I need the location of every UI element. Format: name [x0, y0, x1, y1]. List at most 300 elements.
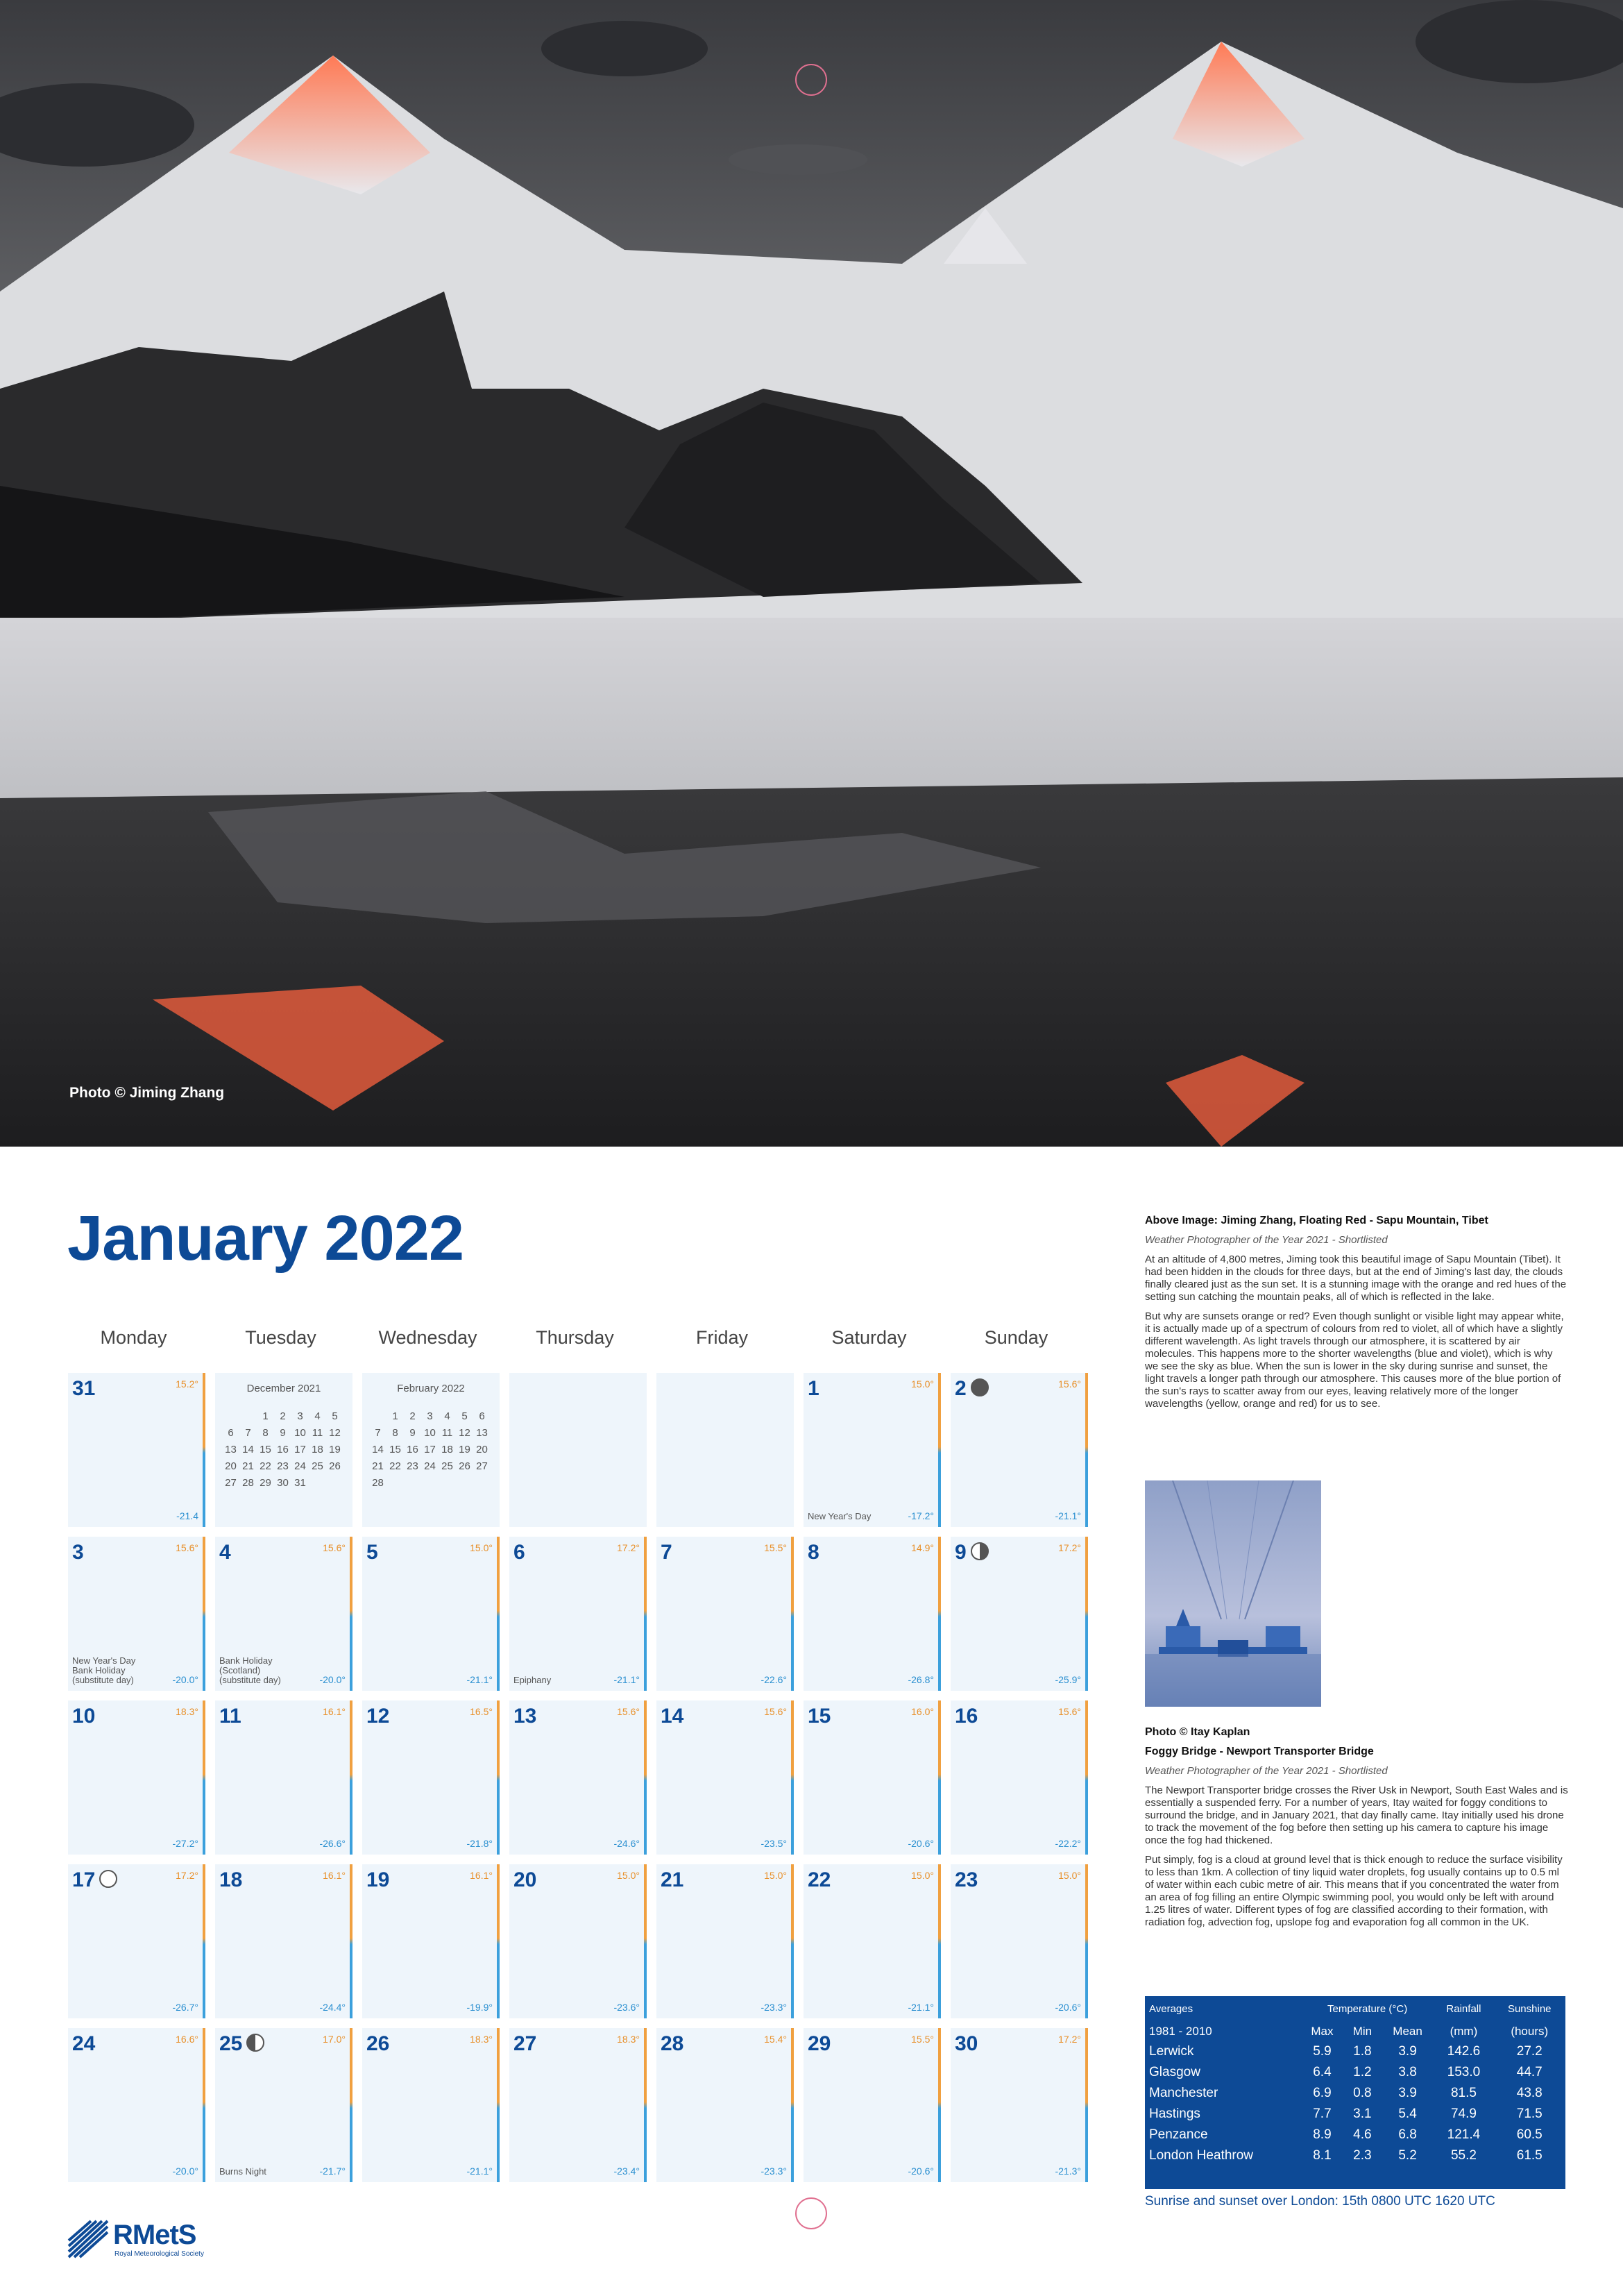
mini-calendar-date: 18 — [312, 1443, 323, 1455]
mini-calendar-date: 4 — [314, 1410, 321, 1422]
day-number-text: 29 — [808, 2032, 831, 2055]
mini-calendar-date: 27 — [476, 1460, 488, 1472]
day-cell[interactable] — [656, 1537, 794, 1691]
max-temperature: 15.5° — [764, 1542, 787, 1553]
day-number-text: 24 — [72, 2032, 96, 2055]
day-cell[interactable] — [68, 1537, 205, 1691]
averages-label: Averages — [1149, 2003, 1193, 2015]
max-temperature: 16.6° — [176, 2034, 198, 2045]
mini-calendar-date: 15 — [389, 1443, 401, 1455]
day-cell[interactable] — [215, 1864, 352, 2018]
min-temperature: -17.2° — [908, 1510, 934, 1521]
mean-value: 5.2 — [1398, 2148, 1417, 2163]
min-temperature: -23.6° — [613, 2002, 640, 2013]
rainfall-header: Rainfall — [1446, 2003, 1481, 2015]
weekday-wednesday: Wednesday — [378, 1327, 477, 1348]
day-number-text: 5 — [366, 1541, 378, 1564]
sunshine-value: 60.5 — [1516, 2127, 1543, 2142]
max-temperature: 15.6° — [1058, 1706, 1081, 1717]
day-cell[interactable] — [656, 1700, 794, 1855]
day-cell[interactable] — [362, 1700, 500, 1855]
temperature-bar — [203, 1537, 205, 1691]
mini-calendar-date: 20 — [225, 1460, 237, 1472]
sunrise-sunset-note: Sunrise and sunset over London: 15th 0800 UTC 1620 UTC — [1145, 2194, 1495, 2209]
day-number-text: 4 — [219, 1541, 231, 1564]
binding-hole-icon — [795, 64, 827, 96]
mini-calendar-date: 28 — [242, 1476, 254, 1489]
article-heading-2: Foggy Bridge - Newport Transporter Bridge — [1145, 1746, 1374, 1757]
weekday-header — [62, 1327, 1089, 1362]
max-temperature: 16.1° — [470, 1870, 493, 1881]
logo-wordmark: RMetS — [113, 2220, 196, 2250]
day-number-text: 26 — [366, 2032, 390, 2055]
day-number-text: 17 — [72, 1868, 96, 1891]
min-value: 1.8 — [1353, 2044, 1372, 2059]
mini-calendar-date: 10 — [424, 1426, 436, 1439]
mini-calendar-date — [326, 1474, 343, 1491]
min-temperature: -25.9° — [1055, 1674, 1081, 1685]
mini-calendar-date: 16 — [407, 1443, 418, 1455]
weekday-tuesday: Tuesday — [245, 1327, 316, 1348]
day-cell[interactable] — [656, 1864, 794, 2018]
sunshine-value: 61.5 — [1516, 2148, 1543, 2163]
day-number — [808, 1868, 831, 1892]
sunshine-value: 27.2 — [1516, 2044, 1543, 2059]
day-cell[interactable] — [68, 1864, 205, 2018]
min-value: 0.8 — [1353, 2086, 1372, 2100]
sunshine-value: 44.7 — [1516, 2065, 1543, 2079]
day-number-text: 2 — [955, 1377, 967, 1400]
temperature-bar — [644, 1864, 647, 2018]
mini-calendar-date: 3 — [427, 1410, 433, 1422]
max-temperature: 15.6° — [323, 1542, 346, 1553]
mini-calendar-date: 25 — [312, 1460, 323, 1472]
max-temperature: 17.2° — [1058, 1542, 1081, 1553]
max-temperature: 16.0° — [911, 1706, 934, 1717]
day-number — [219, 1541, 231, 1564]
max-temperature: 18.3° — [617, 2034, 640, 2045]
min-temperature: -26.6° — [319, 1838, 346, 1849]
bridge-photo — [1145, 1480, 1321, 1707]
mean-value: 5.4 — [1398, 2107, 1417, 2121]
day-number-text: 20 — [513, 1868, 537, 1891]
rainfall-value: 153.0 — [1447, 2065, 1481, 2079]
temperature-bar — [938, 1537, 941, 1691]
table-row — [1145, 2041, 1565, 2062]
col-max: Max — [1311, 2025, 1334, 2038]
mini-calendar-date: 17 — [294, 1443, 306, 1455]
max-value: 6.4 — [1313, 2065, 1332, 2079]
day-number — [219, 1705, 241, 1728]
day-number-text: 9 — [955, 1541, 967, 1564]
temperature-bar — [497, 1700, 500, 1855]
mini-calendar-date: 7 — [375, 1426, 381, 1439]
min-temperature: -21.1° — [613, 1674, 640, 1685]
mini-calendar-date — [239, 1408, 257, 1424]
max-value: 8.1 — [1313, 2148, 1332, 2163]
min-temperature: -27.2° — [172, 1838, 198, 1849]
day-number-text: 16 — [955, 1705, 978, 1728]
mini-calendar-date: 25 — [441, 1460, 453, 1472]
temperature-bar — [791, 1700, 794, 1855]
day-cell[interactable] — [362, 2028, 500, 2182]
hero-photo — [0, 0, 1623, 1147]
mini-calendar-date: 14 — [242, 1443, 254, 1455]
mini-calendar-date: 26 — [459, 1460, 470, 1472]
day-number-text: 19 — [366, 1868, 390, 1891]
mini-calendar-date: 12 — [329, 1426, 341, 1439]
day-cell[interactable] — [215, 2028, 352, 2182]
rainfall-value: 81.5 — [1450, 2086, 1477, 2100]
day-note: Bank Holiday (Scotland) (substitute day) — [219, 1655, 281, 1685]
temperature-bar — [644, 1700, 647, 1855]
table-row — [1145, 2145, 1565, 2166]
min-temperature: -24.4° — [319, 2002, 346, 2013]
min-temperature: -20.0° — [319, 1674, 346, 1685]
weekday-thursday: Thursday — [536, 1327, 614, 1348]
station-name: Penzance — [1149, 2127, 1208, 2142]
min-value: 2.3 — [1353, 2148, 1372, 2163]
day-number — [513, 1541, 525, 1564]
mean-value: 3.8 — [1398, 2065, 1417, 2079]
temperature-bar — [938, 1700, 941, 1855]
day-number — [72, 2032, 95, 2056]
max-value: 8.9 — [1313, 2127, 1332, 2142]
min-temperature: -26.8° — [908, 1674, 934, 1685]
day-cell[interactable] — [509, 2028, 647, 2182]
temperature-bar — [938, 1864, 941, 2018]
article-heading: Above Image: Jiming Zhang, Floating Red - Sapu Mountain, Tibet — [1145, 1215, 1488, 1226]
day-number-text: 10 — [72, 1705, 96, 1728]
min-temperature: -19.9° — [466, 2002, 493, 2013]
mini-calendar-date: 9 — [280, 1426, 286, 1439]
station-name: London Heathrow — [1149, 2148, 1253, 2163]
min-temperature: -21.8° — [466, 1838, 493, 1849]
day-cell[interactable] — [804, 2028, 941, 2182]
mini-calendar-date: 16 — [277, 1443, 289, 1455]
month-title: January 2022 — [67, 1203, 464, 1274]
max-temperature: 16.1° — [323, 1870, 346, 1881]
sunshine-header: Sunshine — [1507, 2003, 1552, 2015]
weekday-friday: Friday — [695, 1327, 748, 1348]
day-number — [366, 1705, 389, 1728]
day-number-text: 12 — [366, 1705, 390, 1728]
mini-calendar-date: 1 — [392, 1410, 398, 1422]
day-cell[interactable] — [951, 2028, 1088, 2182]
temperature-bar — [203, 1700, 205, 1855]
mini-calendar-date — [369, 1408, 386, 1424]
mini-calendar-date — [473, 1474, 491, 1491]
day-number-text: 7 — [661, 1541, 672, 1564]
mini-calendar-date: 17 — [424, 1443, 436, 1455]
col-min: Min — [1352, 2025, 1373, 2038]
article-subheading-2: Weather Photographer of the Year 2021 - Shortlisted — [1145, 1765, 1388, 1777]
min-temperature: -22.2° — [1055, 1838, 1081, 1849]
binding-hole-icon — [795, 2197, 827, 2229]
mini-calendar-date: 12 — [459, 1426, 470, 1439]
col-hours: (hours) — [1511, 2025, 1549, 2038]
table-row — [1145, 2083, 1565, 2104]
article-subheading: Weather Photographer of the Year 2021 - Shortlisted — [1145, 1234, 1388, 1246]
mini-calendar-date: 22 — [389, 1460, 401, 1472]
day-number — [72, 1541, 84, 1564]
min-temperature: -23.3° — [760, 2002, 787, 2013]
max-value: 5.9 — [1313, 2044, 1332, 2059]
max-value: 7.7 — [1313, 2107, 1332, 2121]
empty-cell — [509, 1373, 647, 1527]
mini-calendar-date: 20 — [476, 1443, 488, 1455]
temperature-bar — [203, 1864, 205, 2018]
day-number — [661, 1705, 683, 1728]
min-temperature: -20.6° — [908, 1838, 934, 1849]
mini-calendar-december — [215, 1373, 352, 1527]
day-number — [366, 2032, 389, 2056]
mini-calendar-date — [222, 1408, 239, 1424]
day-number — [808, 1705, 831, 1728]
temperature-header: Temperature (°C) — [1327, 2003, 1408, 2015]
min-temperature: -21.3° — [1055, 2166, 1081, 2177]
max-temperature: 17.2° — [1058, 2034, 1081, 2045]
max-temperature: 18.3° — [176, 1706, 198, 1717]
day-number-text: 18 — [219, 1868, 243, 1891]
day-number — [366, 1541, 378, 1564]
temperature-bar — [644, 1537, 647, 1691]
day-number — [72, 1705, 95, 1728]
day-cell[interactable] — [509, 1864, 647, 2018]
max-temperature: 15.0° — [764, 1870, 787, 1881]
max-temperature: 16.1° — [323, 1706, 346, 1717]
temperature-bar — [203, 1373, 205, 1527]
day-number-text: 11 — [219, 1705, 241, 1728]
day-note: New Year's Day Bank Holiday (substitute day) — [72, 1655, 136, 1685]
temperature-bar — [1085, 1373, 1088, 1527]
foggy-bridge-illustration — [1145, 1480, 1321, 1707]
min-temperature: -20.6° — [908, 2166, 934, 2177]
day-number — [513, 1868, 536, 1892]
max-temperature: 15.5° — [911, 2034, 934, 2045]
mini-calendar-table — [222, 1408, 343, 1491]
new-moon-icon — [971, 1378, 989, 1396]
day-cell[interactable] — [215, 1537, 352, 1691]
temperature-bar — [497, 2028, 500, 2182]
mini-calendar-title: February 2022 — [397, 1383, 465, 1394]
mini-calendar-date: 30 — [277, 1476, 289, 1489]
day-cell[interactable] — [804, 1864, 941, 2018]
mini-calendar-date: 31 — [294, 1476, 306, 1489]
day-number — [72, 1377, 95, 1401]
max-value: 6.9 — [1313, 2086, 1332, 2100]
day-number-text: 28 — [661, 2032, 684, 2055]
min-temperature: -24.6° — [613, 1838, 640, 1849]
mean-value: 6.8 — [1398, 2127, 1417, 2142]
mini-calendar-date — [421, 1474, 439, 1491]
temperature-bar — [938, 1373, 941, 1527]
empty-cell — [656, 1373, 794, 1527]
day-note: Burns Night — [219, 2166, 266, 2177]
day-number — [955, 1868, 978, 1892]
temperature-bar — [350, 2028, 352, 2182]
day-cell[interactable] — [362, 1864, 500, 2018]
article-paragraph: But why are sunsets orange or red? Even though sunlight or visible light may appear white, it is actually made up of a spectrum of colours from red to violet, all of which have a slightly different wavelength. As light travels through our atmosphere, it is scattered by air molecules. This happens more to the shorter wavelengths (blue and violet), which is why we see the sky as blue. When the sun is lower in the sky during sunrise and sunset, the light travels a longer path through our atmosphere. This causes more of the blue portion of the sun's rays to scatter away from our eyes, leaving relatively more of the longer wavelengths (yellow, orange and red) for us to see. — [1145, 1310, 1564, 1410]
day-number-text: 13 — [513, 1705, 537, 1728]
logo-subtitle: Royal Meteorological Society — [114, 2250, 204, 2258]
day-number — [955, 1541, 989, 1564]
mean-value: 3.9 — [1398, 2086, 1417, 2100]
day-cell[interactable] — [951, 1373, 1088, 1527]
averages-table — [1145, 1996, 1565, 2189]
day-number-text: 30 — [955, 2032, 978, 2055]
day-number — [513, 2032, 536, 2056]
day-cell[interactable] — [951, 1537, 1088, 1691]
mini-calendar-date: 2 — [280, 1410, 286, 1422]
mini-calendar-date: 11 — [441, 1426, 453, 1439]
max-temperature: 15.0° — [1058, 1870, 1081, 1881]
mini-calendar-date: 18 — [441, 1443, 453, 1455]
day-number — [661, 1541, 672, 1564]
mini-calendar-date — [309, 1474, 326, 1491]
mini-calendar-date: 8 — [262, 1426, 269, 1439]
day-cell[interactable] — [951, 1700, 1088, 1855]
col-mean: Mean — [1393, 2025, 1422, 2038]
sunshine-value: 43.8 — [1516, 2086, 1543, 2100]
mini-calendar-date: 6 — [479, 1410, 485, 1422]
temperature-bar — [1085, 1864, 1088, 2018]
max-temperature: 15.2° — [176, 1378, 198, 1390]
station-name: Glasgow — [1149, 2065, 1200, 2079]
day-number — [513, 1705, 536, 1728]
min-value: 1.2 — [1353, 2065, 1372, 2079]
day-number-text: 23 — [955, 1868, 978, 1891]
day-cell[interactable] — [215, 1700, 352, 1855]
col-mm: (mm) — [1450, 2025, 1478, 2038]
mini-calendar-date: 10 — [294, 1426, 306, 1439]
min-temperature: -21.7° — [319, 2166, 346, 2177]
last-moon-icon — [246, 2034, 264, 2052]
mini-calendar-date — [439, 1474, 456, 1491]
day-number — [366, 1868, 389, 1892]
max-temperature: 18.3° — [470, 2034, 493, 2045]
rainfall-value: 55.2 — [1450, 2148, 1477, 2163]
mini-calendar-date: 26 — [329, 1460, 341, 1472]
day-number — [955, 2032, 978, 2056]
temperature-bar — [497, 1537, 500, 1691]
mini-calendar-date: 4 — [444, 1410, 450, 1422]
day-cell[interactable] — [804, 1537, 941, 1691]
day-cell[interactable] — [804, 1700, 941, 1855]
rainfall-value: 121.4 — [1447, 2127, 1481, 2142]
mini-calendar-date: 13 — [476, 1426, 488, 1439]
mini-calendar-date: 3 — [297, 1410, 303, 1422]
temperature-bar — [350, 1537, 352, 1691]
mini-calendar-date: 9 — [409, 1426, 416, 1439]
day-cell[interactable] — [509, 1537, 647, 1691]
day-number-text: 6 — [513, 1541, 525, 1564]
day-cell[interactable] — [68, 2028, 205, 2182]
side-column-lower — [1145, 1726, 1568, 1936]
min-temperature: -20.0° — [172, 2166, 198, 2177]
rainfall-value: 74.9 — [1450, 2107, 1477, 2121]
max-temperature: 15.0° — [911, 1378, 934, 1390]
day-number-text: 8 — [808, 1541, 819, 1564]
max-temperature: 15.6° — [617, 1706, 640, 1717]
day-number — [955, 1705, 978, 1728]
period-label: 1981 - 2010 — [1149, 2025, 1212, 2038]
mean-value: 3.9 — [1398, 2044, 1417, 2059]
mini-calendar-date: 6 — [228, 1426, 234, 1439]
mini-calendar-date: 14 — [372, 1443, 384, 1455]
day-number — [219, 1868, 242, 1892]
max-temperature: 17.2° — [176, 1870, 198, 1881]
day-cell[interactable] — [804, 1373, 941, 1527]
sunshine-value: 71.5 — [1516, 2107, 1543, 2121]
max-temperature: 15.0° — [617, 1870, 640, 1881]
station-name: Lerwick — [1149, 2044, 1194, 2059]
max-temperature: 15.6° — [1058, 1378, 1081, 1390]
min-value: 4.6 — [1353, 2127, 1372, 2142]
day-number — [808, 1541, 819, 1564]
mini-calendar-date — [386, 1474, 404, 1491]
max-temperature: 15.0° — [911, 1870, 934, 1881]
rainfall-value: 142.6 — [1447, 2044, 1481, 2059]
day-note: New Year's Day — [808, 1511, 872, 1521]
min-temperature: -20.6° — [1055, 2002, 1081, 2013]
weekday-saturday: Saturday — [831, 1327, 907, 1348]
day-cell[interactable] — [509, 1700, 647, 1855]
day-number — [808, 2032, 831, 2056]
min-temperature: -21.1° — [1055, 1510, 1081, 1521]
day-cell[interactable] — [68, 1373, 205, 1527]
first-moon-icon — [971, 1542, 989, 1560]
day-number — [661, 1868, 683, 1892]
station-name: Manchester — [1149, 2086, 1218, 2100]
min-temperature: -23.5° — [760, 1838, 787, 1849]
temperature-bar — [1085, 1537, 1088, 1691]
min-temperature: -21.1° — [466, 2166, 493, 2177]
min-temperature: -23.4° — [613, 2166, 640, 2177]
min-temperature: -21.4 — [176, 1510, 198, 1521]
mini-calendar-date: 21 — [372, 1460, 384, 1472]
day-number — [72, 1868, 117, 1892]
temperature-bar — [1085, 2028, 1088, 2182]
day-cell[interactable] — [951, 1864, 1088, 2018]
mountain-photo-illustration — [0, 0, 1623, 1147]
day-note: Epiphany — [513, 1675, 552, 1685]
min-temperature: -22.6° — [760, 1674, 787, 1685]
mini-calendar-date: 23 — [277, 1460, 289, 1472]
day-number-text: 31 — [72, 1377, 96, 1400]
day-cell[interactable] — [656, 2028, 794, 2182]
mini-calendar-date: 27 — [225, 1476, 237, 1489]
table-row — [1145, 2104, 1565, 2125]
article-paragraph: The Newport Transporter bridge crosses the River Usk in Newport, South East Wales and is essentially a suspended ferry. For a number of years, Itay waited for foggy conditions to surround the bridge, and in January 2021, that day finally came. Itay initially used his drone to track the movement of the fog before then setting up his camera to capture his image once the fog had thickened. — [1145, 1784, 1568, 1846]
mini-calendar-date: 21 — [242, 1460, 254, 1472]
mini-calendar-date: 19 — [459, 1443, 470, 1455]
day-cell[interactable] — [362, 1537, 500, 1691]
temperature-bar — [350, 1864, 352, 2018]
max-temperature: 17.2° — [617, 1542, 640, 1553]
temperature-bar — [1085, 1700, 1088, 1855]
day-number-text: 25 — [219, 2032, 243, 2055]
mini-calendar-date: 5 — [461, 1410, 468, 1422]
day-cell[interactable] — [68, 1700, 205, 1855]
mini-calendar-date: 22 — [260, 1460, 271, 1472]
photo-credit-2: Photo © Itay Kaplan — [1145, 1726, 1250, 1738]
rmets-logo-icon — [67, 2220, 109, 2259]
side-column — [1145, 1215, 1568, 1417]
min-value: 3.1 — [1353, 2107, 1372, 2121]
temperature-bar — [644, 2028, 647, 2182]
mini-calendar-date: 8 — [392, 1426, 398, 1439]
